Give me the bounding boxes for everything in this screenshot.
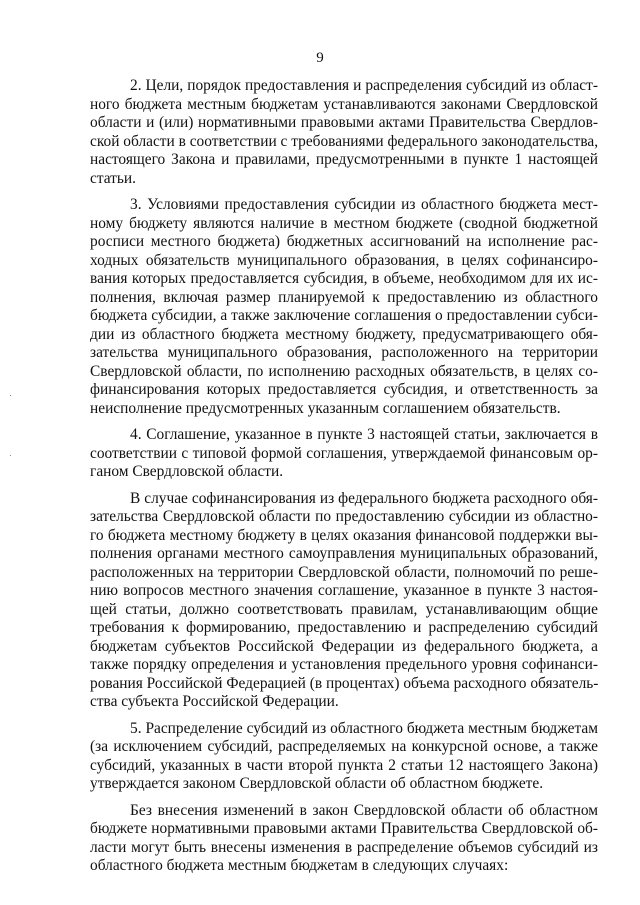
text-line: ного бюджета местным бюджетам устанавливаются законами Свердловской — [90, 95, 598, 113]
text-line: бюджетам субъектов Российской Федерации из федерального бюджета, а — [90, 637, 598, 655]
text-line: настоящего Закона и правилами, предусмотренными в пункте 1 настоящей — [90, 151, 598, 168]
paragraph-cl4 — [90, 426, 598, 482]
text-line: соответствии с типовой формой соглашения, утверждаемой финансовым ор- — [90, 444, 598, 462]
document-body — [90, 77, 598, 876]
text-line: областного бюджета местным бюджетам в следующих случаях: — [90, 857, 509, 874]
text-line: зательства муниципального образования, расположенного на территории — [90, 344, 598, 361]
text-line: бюджета субсидии, а также заключение соглашения о предоставлении субси- — [90, 307, 598, 324]
text-line: 2. Цели, порядок предоставления и распределения субсидий из област- — [130, 77, 598, 94]
paragraph-cl3 — [90, 196, 598, 418]
text-line: бюджете нормативными правовыми актами Правительства Свердловской об- — [90, 820, 598, 837]
text-line: дии из областного бюджета местному бюджету, предусматривающего обя- — [90, 325, 598, 343]
text-line: полнения, включая размер планируемой к предоставлению из областного — [90, 288, 598, 306]
text-line: ходных обязательств муниципального образования, в целях софинансиро- — [90, 251, 598, 269]
text-line: В случае софинансирования из федерального бюджета расходного обя- — [130, 489, 598, 507]
margin-mark — [10, 395, 11, 396]
text-line: ганом Свердловской области. — [90, 463, 284, 480]
text-line: полнения органами местного самоуправления муниципальных образований, — [90, 545, 598, 562]
text-line: Свердловской области, по исполнению расходных обязательств, в целях со- — [90, 362, 598, 380]
text-line: статьи. — [90, 169, 137, 187]
page-number: 9 — [316, 50, 324, 66]
text-line: области и (или) нормативными правовыми актами Правительства Свердлов- — [90, 114, 598, 131]
text-line: также порядку определения и установления предельного уровня софинанси- — [90, 656, 598, 673]
text-line: (за исключением субсидий, распределяемых на конкурсной основе, а также — [90, 738, 598, 755]
text-line: финансирования которых предоставляется субсидия, и ответственность за — [90, 381, 598, 398]
text-line: неисполнение предусмотренных указанным соглашением обязательств. — [90, 399, 561, 417]
paragraph-amendments — [90, 802, 598, 876]
text-line: нию вопросов местного значения соглашение, указанное в пункте 3 настоя- — [90, 582, 598, 599]
text-line: зательства Свердловской области по предоставлению субсидии из областно- — [90, 508, 598, 525]
text-line: рования Российской Федерацией (в процентах) объема расходного обязатель- — [90, 674, 599, 692]
text-line: ской области в соответствии с требованиями федерального законодательства, — [90, 132, 599, 150]
text-line: 5. Распределение субсидий из областного бюджета местным бюджетам — [130, 719, 598, 737]
text-line: щей статьи, должно соответствовать правилам, устанавливающим общие — [90, 600, 598, 618]
margin-mark — [10, 455, 11, 456]
paragraph-cl5 — [90, 720, 598, 794]
paragraph-cl2 — [90, 77, 598, 188]
text-line: вания которых предоставляется субсидия, в объеме, необходимом для их ис- — [90, 270, 598, 287]
text-line: ласти могут быть внесены изменения в распределение объемов субсидий из — [90, 838, 598, 856]
text-line: ства субъекта Российской Федерации. — [90, 693, 339, 710]
text-line: расположенных на территории Свердловской области, полномочий по реше- — [90, 563, 598, 581]
text-line: субсидий, указанных в части второй пункта 2 статьи 12 настоящего Закона) — [90, 756, 598, 774]
text-line: ному бюджету являются наличие в местном бюджете (сводной бюджетной — [90, 214, 598, 232]
text-line: 4. Соглашение, указанное в пункте 3 настоящей статьи, заключается в — [130, 426, 598, 443]
paragraph-cofinancing — [90, 490, 598, 712]
text-line: 3. Условиями предоставления субсидии из областного бюджета мест- — [130, 196, 598, 213]
text-line: росписи местного бюджета) бюджетных ассигнований на исполнение рас- — [90, 233, 598, 250]
text-line: Без внесения изменений в закон Свердловской области об областном — [130, 801, 598, 819]
text-line: требования к формированию, предоставлению и распределению субсидий — [90, 619, 598, 636]
text-line: утверждается законом Свердловской области об областном бюджете. — [90, 775, 544, 792]
text-line: го бюджета местному бюджету в целях оказания финансовой поддержки вы- — [90, 526, 598, 544]
